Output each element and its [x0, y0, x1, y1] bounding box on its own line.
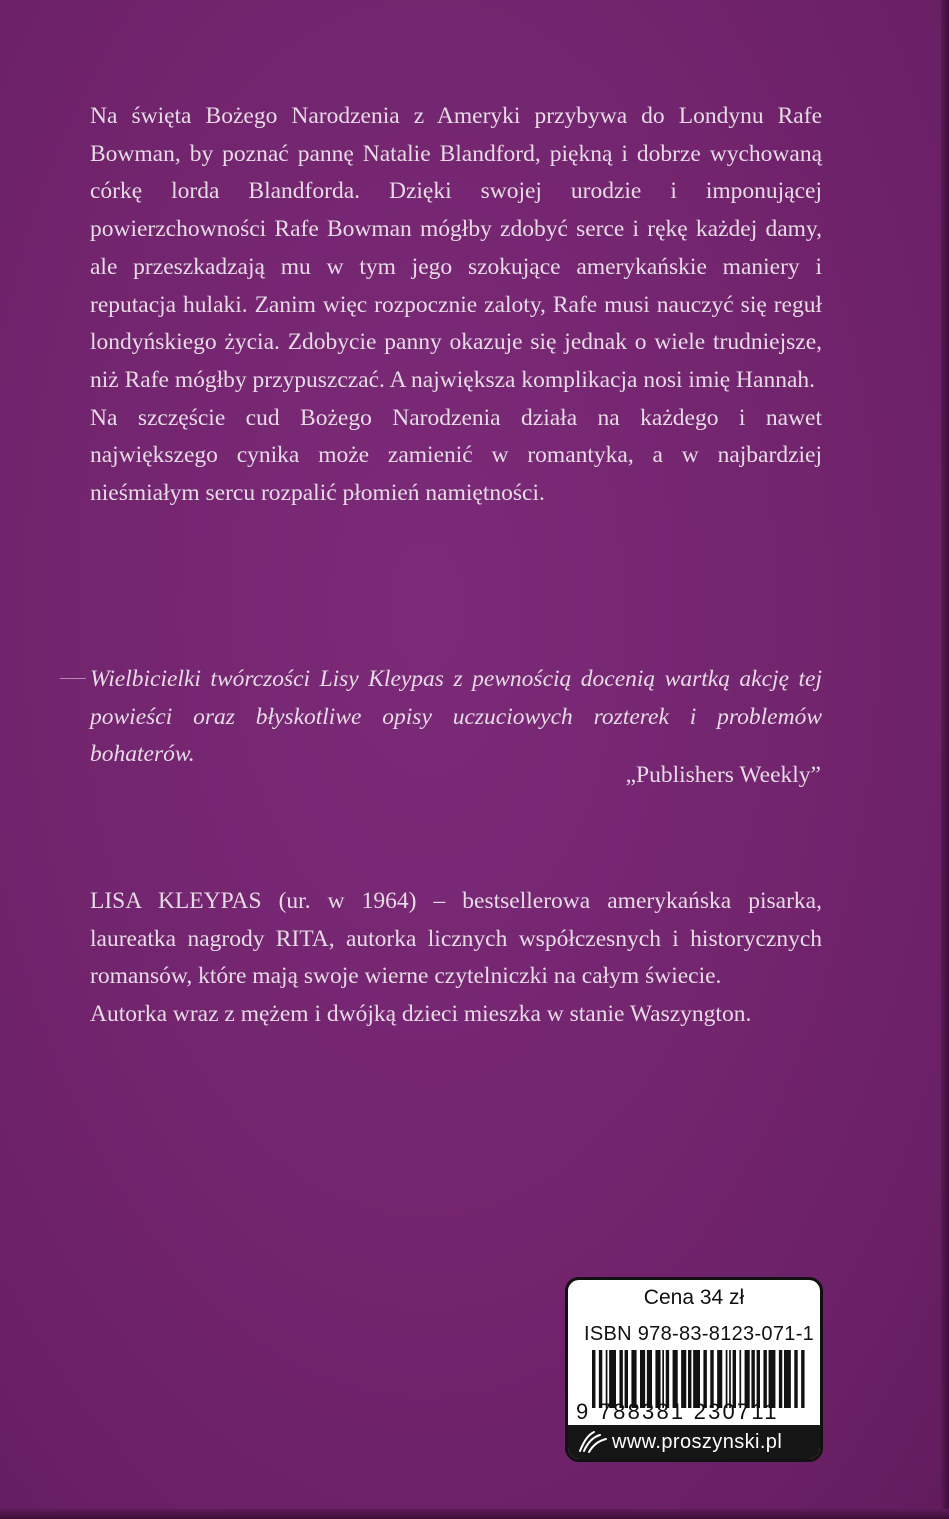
author-bio: [90, 883, 822, 1034]
spine-edge: [941, 0, 949, 1519]
isbn-label: ISBN 978-83-8123-071-1: [584, 1323, 815, 1345]
publisher-logo-icon: [576, 1427, 610, 1457]
blurb-paragraph-2: Na szczęście cud Bożego Narodzenia działa na każdego i nawet największego cynika może zamienić w romantyka, a w najbardziej nieśmiałym sercu rozpalić płomień namiętności.: [90, 404, 822, 507]
price-label: Cena 34 zł: [643, 1286, 745, 1309]
book-blurb: [90, 98, 822, 513]
barcode-bar: [801, 1350, 804, 1408]
ean-digits: 9 788381 230711: [576, 1399, 779, 1424]
review-quote-text: Wielbicielki twórczości Lisy Kleypas z pewnością docenią wartką akcję tej powieści oraz błyskotliwe opisy uczuciowych rozterek i problemów bohaterów.: [90, 666, 822, 768]
author-bio-paragraph-1: LISA KLEYPAS (ur. w 1964) – bestsellerowa amerykańska pisarka, laureatka nagrody RITA, autorka licznych współczesnych i historycznych romansów, które mają swoje wierne czytelniczki na całym świecie.: [90, 888, 822, 990]
bottom-edge: [0, 1509, 949, 1519]
review-source: „Publishers Weekly”: [625, 762, 821, 788]
barcode-bar: [794, 1350, 797, 1408]
quote-divider: [60, 678, 86, 679]
price-barcode-sticker: [565, 1277, 823, 1462]
publisher-url: www.proszynski.pl: [612, 1430, 783, 1453]
barcode-bar: [779, 1350, 782, 1408]
barcode-bar: [784, 1350, 791, 1408]
blurb-paragraph-1: Na święta Bożego Narodzenia z Ameryki przybywa do Londynu Rafe Bowman, by poznać pannę Natalie Blandford, piękną i dobrze wychowaną córkę lorda Blandforda. Dzięki swojej urodzie i imponującej powierzchowności Rafe Bowman mógłby zdobyć serce i rękę każdej damy, ale przeszkadzają mu w tym jego szokujące amerykańskie maniery i reputacja hulaki. Zanim więc rozpocznie zaloty, Rafe musi nauczyć się reguł londyńskiego życia. Zdobycie panny okazuje się jednak o wiele trudniejsze, niż Rafe mógłby przypuszczać. A największa komplikacja nosi imię Hannah.: [90, 103, 822, 393]
publisher-bar: [568, 1425, 820, 1459]
author-bio-paragraph-2: Autorka wraz z mężem i dwójką dzieci mieszka w stanie Waszyngton.: [90, 1001, 752, 1028]
